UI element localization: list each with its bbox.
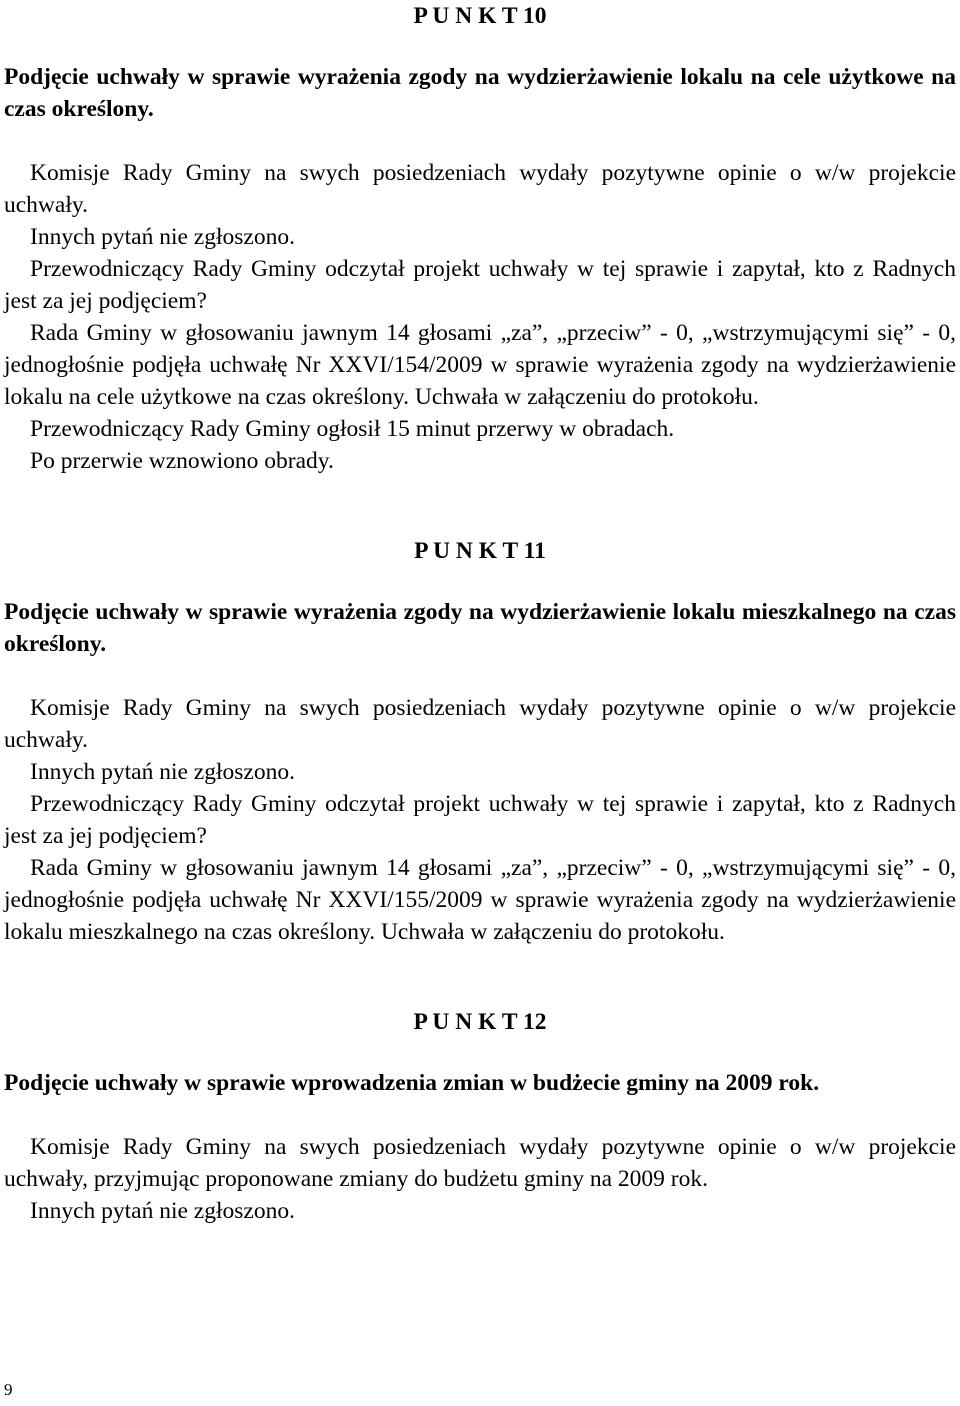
section-title: Podjęcie uchwały w sprawie wyrażenia zgody na wydzierżawienie lokalu mieszkalnego na czas określony. xyxy=(4,599,956,657)
document-page xyxy=(4,0,956,1227)
section-punkt-11 xyxy=(4,535,956,948)
paragraph: Komisje Rady Gminy na swych posiedzeniach wydały pozytywne opinie o w/w projekcie uchwały. xyxy=(4,695,956,753)
section-heading: P U N K T 12 xyxy=(413,1009,547,1035)
page-number: 9 xyxy=(4,1380,13,1399)
paragraph: Komisje Rady Gminy na swych posiedzeniach wydały pozytywne opinie o w/w projekcie uchwały. xyxy=(4,160,956,218)
paragraph: Rada Gminy w głosowaniu jawnym 14 głosami „za”, „przeciw” - 0, „wstrzymującymi się” - 0, jednogłośnie podjęła uchwałę Nr XXVI/155/2009 w sprawie wyrażenia zgody na wydzierżawienie lokalu mieszkalnego na czas określony. Uchwała w załączeniu do protokołu. xyxy=(4,855,956,945)
paragraph: Innych pytań nie zgłoszono. xyxy=(30,224,295,250)
section-title: Podjęcie uchwały w sprawie wprowadzenia zmian w budżecie gminy na 2009 rok. xyxy=(4,1070,820,1096)
paragraph: Przewodniczący Rady Gminy odczytał projekt uchwały w tej sprawie i zapytał, kto z Radnych jest za jej podjęciem? xyxy=(4,256,956,314)
section-heading: P U N K T 10 xyxy=(413,3,547,29)
paragraph: Innych pytań nie zgłoszono. xyxy=(30,1198,295,1224)
paragraph: Przewodniczący Rady Gminy ogłosił 15 minut przerwy w obradach. xyxy=(30,416,675,442)
paragraph: Po przerwie wznowiono obrady. xyxy=(30,448,334,474)
section-punkt-12 xyxy=(4,1006,956,1227)
section-heading: P U N K T 11 xyxy=(414,538,546,564)
section-title: Podjęcie uchwały w sprawie wyrażenia zgody na wydzierżawienie lokalu na cele użytkowe na czas określony. xyxy=(4,64,956,122)
section-punkt-10 xyxy=(4,0,956,477)
paragraph: Rada Gminy w głosowaniu jawnym 14 głosami „za”, „przeciw” - 0, „wstrzymującymi się” - 0, jednogłośnie podjęła uchwałę Nr XXVI/154/2009 w sprawie wyrażenia zgody na wydzierżawienie lokalu na cele użytkowe na czas określony. Uchwała w załączeniu do protokołu. xyxy=(4,320,956,410)
paragraph: Przewodniczący Rady Gminy odczytał projekt uchwały w tej sprawie i zapytał, kto z Radnych jest za jej podjęciem? xyxy=(4,791,956,849)
paragraph: Innych pytań nie zgłoszono. xyxy=(30,759,295,785)
paragraph: Komisje Rady Gminy na swych posiedzeniach wydały pozytywne opinie o w/w projekcie uchwały, przyjmując proponowane zmiany do budżetu gminy na 2009 rok. xyxy=(4,1134,956,1192)
